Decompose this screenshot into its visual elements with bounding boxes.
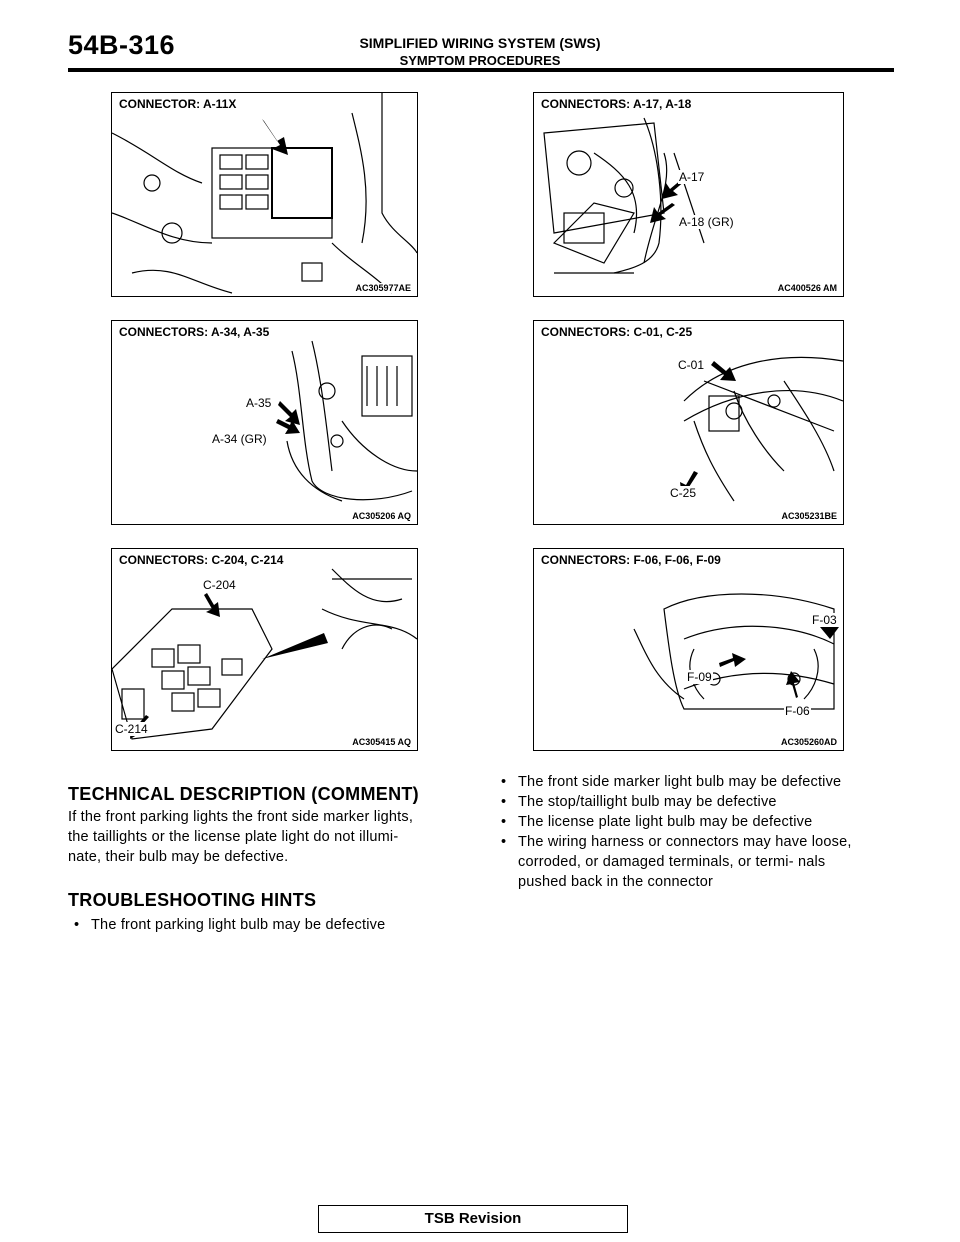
label-a34: A-34 (GR) — [212, 432, 267, 446]
list-item: • The front side marker light bulb may be defective — [495, 772, 890, 792]
figure-connectors-c204-c214 — [111, 548, 418, 751]
engine-bay-illustration — [534, 93, 843, 296]
label-c25: C-25 — [670, 486, 697, 500]
section-title: SIMPLIFIED WIRING SYSTEM (SWS) — [359, 35, 601, 51]
figure-title: CONNECTOR: A-11X — [119, 97, 240, 111]
figure-title: CONNECTORS: C-204, C-214 — [119, 553, 287, 567]
section-subtitle: SYMPTOM PROCEDURES — [399, 53, 561, 68]
figure-title: CONNECTORS: A-34, A-35 — [119, 325, 273, 339]
list-item: • The stop/taillight bulb may be defective — [495, 792, 890, 812]
figure-title: CONNECTORS: A-17, A-18 — [541, 97, 695, 111]
text-line: nate, their bulb may be defective. — [68, 849, 289, 865]
hints-list-right — [495, 772, 890, 892]
engine-bay-illustration — [112, 93, 417, 296]
figure-code: AC305206 AQ — [352, 511, 411, 521]
hints-list-left — [68, 915, 468, 935]
figure-title: CONNECTORS: C-01, C-25 — [541, 325, 696, 339]
list-item: • The front parking light bulb may be defective — [68, 915, 468, 935]
label-f09: F-09 — [687, 670, 712, 684]
figure-code: AC305415 AQ — [352, 737, 411, 747]
figure-connectors-c01-c25 — [533, 320, 844, 525]
label-f03: F-03 — [812, 613, 837, 627]
header-rule — [68, 68, 894, 72]
label-a18: A-18 (GR) — [679, 215, 734, 229]
junction-block-illustration — [112, 549, 417, 750]
figure-code: AC305231BE — [781, 511, 837, 521]
vehicle-rear-illustration — [534, 549, 843, 750]
figure-code: AC305260AD — [780, 737, 837, 747]
label-c214: C-214 — [115, 722, 148, 736]
figure-connectors-a17-a18 — [533, 92, 844, 297]
technical-description-text — [68, 807, 468, 867]
label-a35: A-35 — [246, 396, 272, 410]
list-item: • The license plate light bulb may be defective — [495, 812, 890, 832]
text-line: If the front parking lights the front side marker lights, — [68, 809, 414, 825]
figure-connector-a11x — [111, 92, 418, 297]
label-a17: A-17 — [679, 170, 705, 184]
label-c204: C-204 — [203, 578, 236, 592]
tsb-revision-box: TSB Revision — [318, 1205, 628, 1233]
label-c01: C-01 — [678, 358, 705, 372]
page-number: 54B-316 — [68, 30, 176, 60]
technical-description-heading: TECHNICAL DESCRIPTION (COMMENT) — [68, 784, 419, 804]
text-line: the taillights or the license plate light do not illumi- — [68, 829, 399, 845]
figure-title: CONNECTORS: F-06, F-06, F-09 — [541, 553, 725, 567]
troubleshooting-hints-heading: TROUBLESHOOTING HINTS — [68, 890, 317, 910]
figure-code: AC305977AE — [355, 283, 411, 293]
engine-bay-illustration — [112, 321, 417, 524]
label-f06: F-06 — [785, 704, 810, 718]
figure-connectors-a34-a35 — [111, 320, 418, 525]
list-item: • The wiring harness or connectors may have loose, corroded, or damaged terminals, or termi- nals pushed back in the connector — [495, 832, 863, 892]
figure-code: AC400526 AM — [777, 283, 837, 293]
figure-connectors-f06-f09 — [533, 548, 844, 751]
